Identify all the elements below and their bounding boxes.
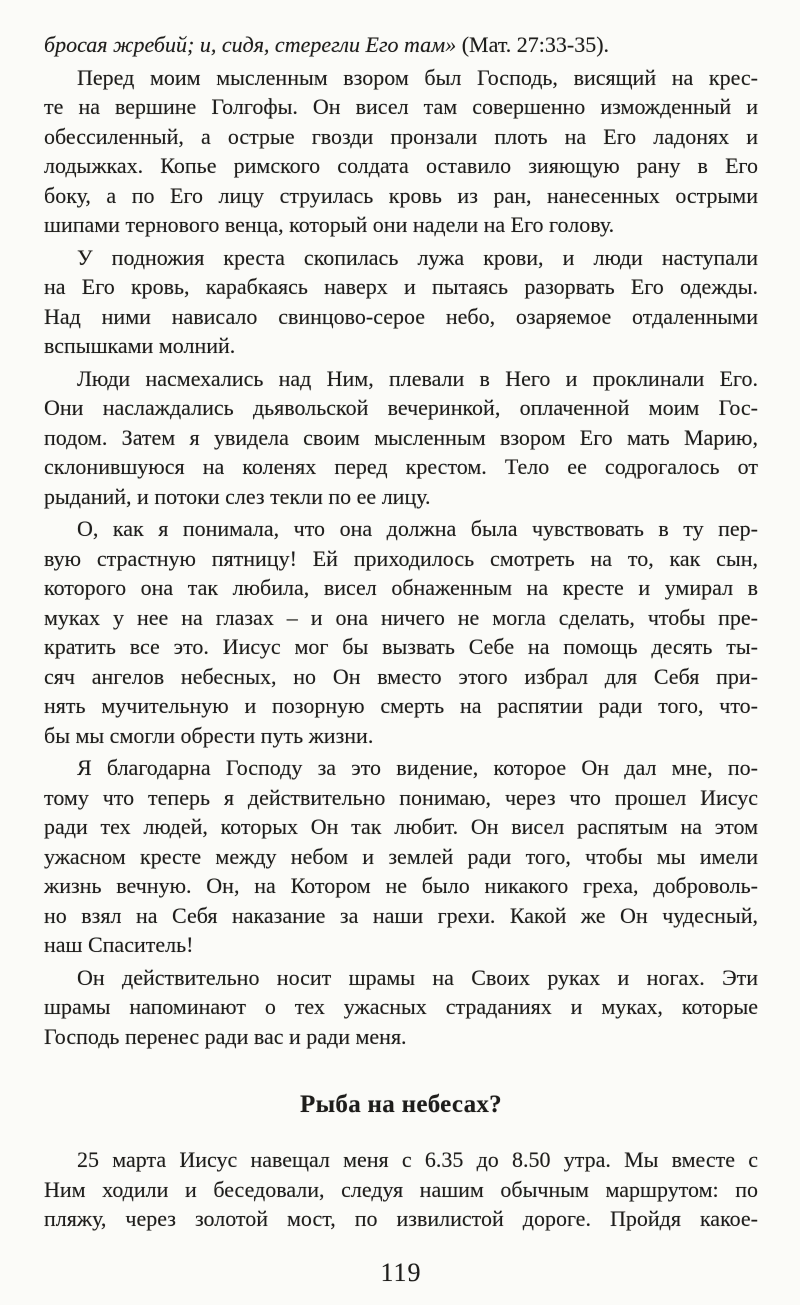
text-line: подом. Затем я увидела своим мысленным взором Его мать Марию,	[44, 424, 758, 450]
text-line: 25 марта Иисус навещал меня с 6.35 до 8.50 утра. Мы вместе с	[77, 1147, 758, 1172]
paragraph	[44, 63, 758, 240]
text-line: наш Спаситель!	[44, 932, 194, 957]
text-line	[44, 30, 758, 60]
paragraph	[44, 753, 758, 960]
text-line: но взял на Себя наказание за наши грехи. Какой же Он чудесный,	[44, 902, 758, 928]
text-line: пляжу, через золотой мост, по извилистой дороге. Пройдя какое-	[44, 1206, 758, 1231]
paragraph	[44, 364, 758, 512]
text-line: У подножия креста скопилась лужа крови, и люди наступали	[77, 244, 758, 270]
text-line: Он действительно носит шрамы на Своих руках и ногах. Эти	[77, 964, 758, 990]
text-line: шрамы напоминают о тех ужасных страданиях и муках, которые	[44, 994, 758, 1019]
page-text-column	[44, 30, 758, 1288]
text-line: Над ними нависало свинцово-серое небо, озаряемое отдаленными	[44, 303, 758, 329]
paragraph	[44, 243, 758, 361]
text-line: ужасном кресте между небом и землей ради того, чтобы мы имели	[44, 843, 758, 869]
paragraph	[44, 963, 758, 1052]
paragraph	[44, 514, 758, 750]
text-line: Люди насмехались над Ним, плевали в Него и проклинали Его.	[77, 365, 758, 391]
text-line: боку, а по Его лицу струилась кровь из ран, нанесенных острыми	[44, 182, 758, 208]
text-line: кратить все это. Иисус мог бы вызвать Себе на помощь десять ты-	[44, 634, 758, 659]
scripture-quote-italic: бросая жребий; и, сидя, стерегли Его там»	[44, 32, 457, 57]
section-heading: Рыба на небесах?	[300, 1091, 502, 1118]
text-line: бы мы смогли обрести путь жизни.	[44, 722, 374, 748]
text-line: Я благодарна Господу за это видение, которое Он дал мне, по-	[77, 755, 758, 780]
text-line: рыданий, и потоки слез текли по ее лицу.	[44, 483, 431, 509]
text-line: Они наслаждались дьявольской вечеринкой, оплаченной моим Гос-	[44, 395, 758, 420]
scripture-citation: (Мат. 27:33-35).	[456, 32, 610, 57]
paragraph-scripture-quote	[44, 30, 758, 60]
text-line: ради тех людей, которых Он так любит. Он висел распятым на этом	[44, 814, 758, 839]
text-line: вую страстную пятницу! Ей приходилось смотреть на то, как сын,	[44, 545, 758, 571]
text-line: нять мучительную и позорную смерть на распятии ради того, что-	[44, 693, 758, 718]
text-line: тому что теперь я действительно понимаю, через что прошел Иисус	[44, 784, 758, 810]
text-line: лодыжках. Копье римского солдата оставило зияющую рану в Его	[44, 153, 758, 178]
text-line: вспышками молний.	[44, 333, 236, 358]
text-line: Господь перенес ради вас и ради меня.	[44, 1023, 407, 1049]
text-line: обессиленный, а острые гвозди пронзали плоть на Его ладонях и	[44, 123, 758, 149]
text-line: муках у нее на глазах – и она ничего не могла сделать, чтобы пре-	[44, 604, 758, 630]
text-line: склонившуюся на коленях перед крестом. Тело ее содрогалось от	[44, 454, 758, 479]
text-line: О, как я понимала, что она должна была чувствовать в ту пер-	[77, 516, 758, 541]
text-line: сяч ангелов небесных, но Он вместо этого избрал для Себя при-	[44, 663, 758, 689]
text-line: на Его кровь, карабкаясь наверх и пытаясь разорвать Его одежды.	[44, 274, 758, 299]
paragraph	[44, 1145, 758, 1234]
text-line: Перед моим мысленным взором был Господь, висящий на крес-	[77, 64, 758, 90]
text-line: жизнь вечную. Он, на Котором не было никакого греха, доброволь-	[44, 873, 758, 898]
text-line: Ним ходили и беседовали, следуя нашим обычным маршрутом: по	[44, 1176, 758, 1202]
text-line: те на вершине Голгофы. Он висел там совершенно изможденный и	[44, 94, 758, 119]
page-number: 119	[380, 1257, 422, 1287]
text-line: шипами тернового венца, который они надели на Его голову.	[44, 212, 615, 237]
text-line: которого она так любила, висел обнаженным на кресте и умирал в	[44, 575, 758, 600]
